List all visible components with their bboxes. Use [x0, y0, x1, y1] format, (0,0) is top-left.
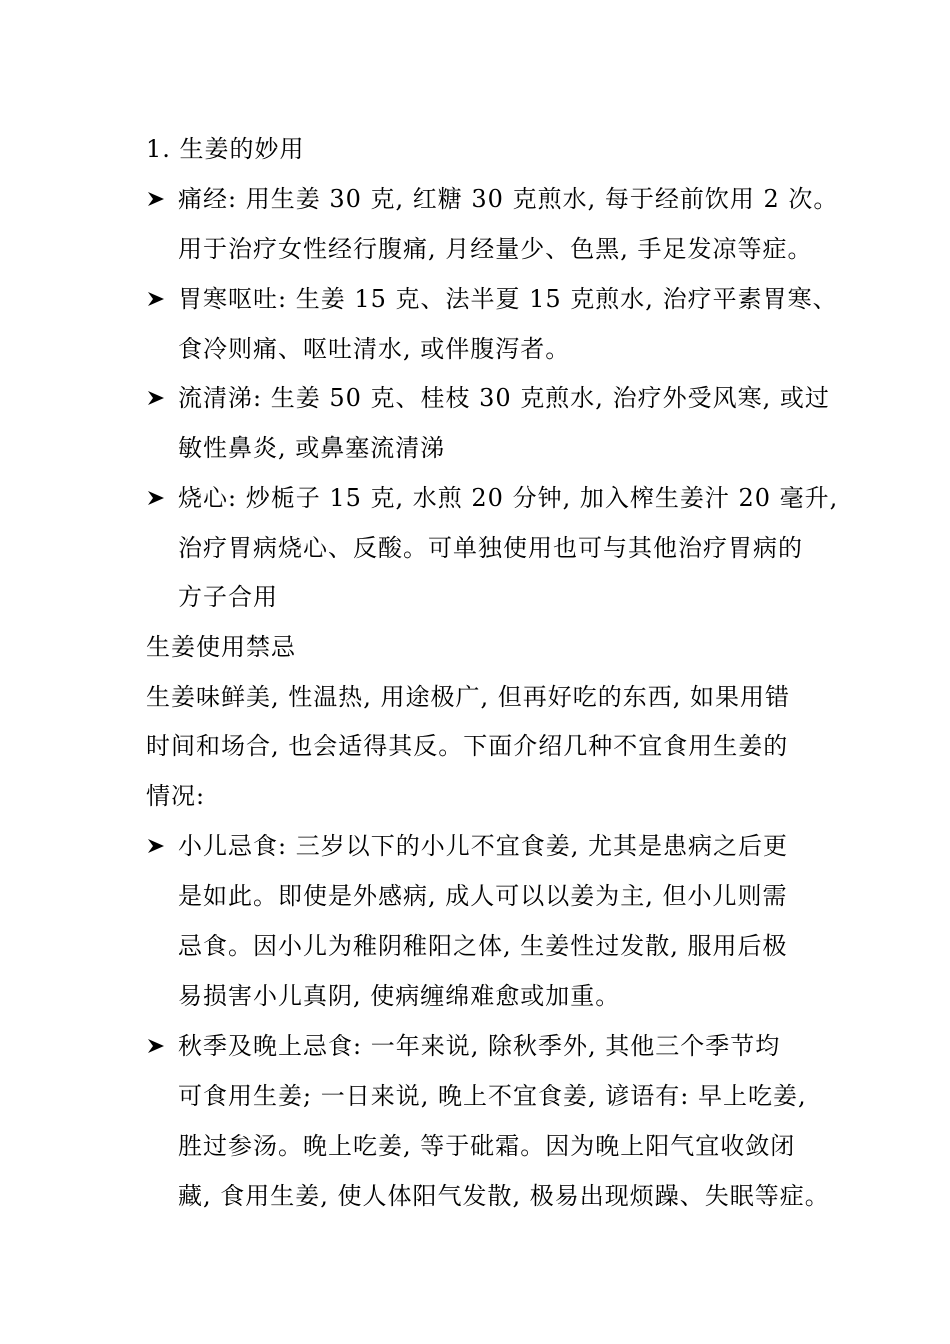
list-item-line: 小儿忌食: 三岁以下的小儿不宜食姜, 尤其是患病之后更: [178, 832, 788, 860]
section-heading: 1. 生姜的妙用: [146, 135, 305, 163]
list-item-line: 是如此。即使是外感病, 成人可以以姜为主, 但小儿则需: [178, 882, 788, 910]
list-item-line: 胜过参汤。晚上吃姜, 等于砒霜。因为晚上阳气宜收敛闭: [178, 1132, 796, 1160]
list-item-line: 食冷则痛、呕吐清水, 或伴腹泻者。: [178, 335, 571, 363]
list-item-line: 胃寒呕吐: 生姜 15 克、法半夏 15 克煎水, 治疗平素胃寒、: [178, 285, 838, 313]
arrowhead-bullet-icon: [146, 284, 168, 314]
paragraph-line: 时间和场合, 也会适得其反。下面介绍几种不宜食用生姜的: [146, 732, 789, 760]
arrowhead-bullet-icon: [146, 831, 168, 861]
list-item-line: 方子合用: [178, 583, 278, 611]
list-item-line: 用于治疗女性经行腹痛, 月经量少、色黑, 手足发凉等症。: [178, 235, 813, 263]
list-item-line: 可食用生姜; 一日来说, 晚上不宜食姜, 谚语有: 早上吃姜,: [178, 1082, 807, 1110]
list-item-line: 藏, 食用生姜, 使人体阳气发散, 极易出现烦躁、失眠等症。: [178, 1182, 830, 1210]
arrowhead-bullet-icon: [146, 383, 168, 413]
list-item-line: 秋季及晚上忌食: 一年来说, 除秋季外, 其他三个季节均: [178, 1032, 781, 1060]
paragraph-line: 生姜味鲜美, 性温热, 用途极广, 但再好吃的东西, 如果用错: [146, 683, 791, 711]
arrowhead-bullet-icon: [146, 184, 168, 214]
section-heading: 生姜使用禁忌: [146, 633, 296, 661]
paragraph-line: 情况:: [146, 782, 206, 810]
list-item-line: 痛经: 用生姜 30 克, 红糖 30 克煎水, 每于经前饮用 2 次。: [178, 185, 839, 213]
list-item-line: 烧心: 炒栀子 15 克, 水煎 20 分钟, 加入榨生姜汁 20 毫升,: [178, 484, 839, 512]
list-item-line: 治疗胃病烧心、反酸。可单独使用也可与其他治疗胃病的: [178, 534, 803, 562]
list-item-line: 易损害小儿真阴, 使病缠绵难愈或加重。: [178, 982, 621, 1010]
list-item-line: 敏性鼻炎, 或鼻塞流清涕: [178, 434, 446, 462]
list-item-line: 流清涕: 生姜 50 克、桂枝 30 克煎水, 治疗外受风寒, 或过: [178, 384, 830, 412]
arrowhead-bullet-icon: [146, 483, 168, 513]
arrowhead-bullet-icon: [146, 1031, 168, 1061]
list-item-line: 忌食。因小儿为稚阴稚阳之体, 生姜性过发散, 服用后极: [178, 932, 788, 960]
